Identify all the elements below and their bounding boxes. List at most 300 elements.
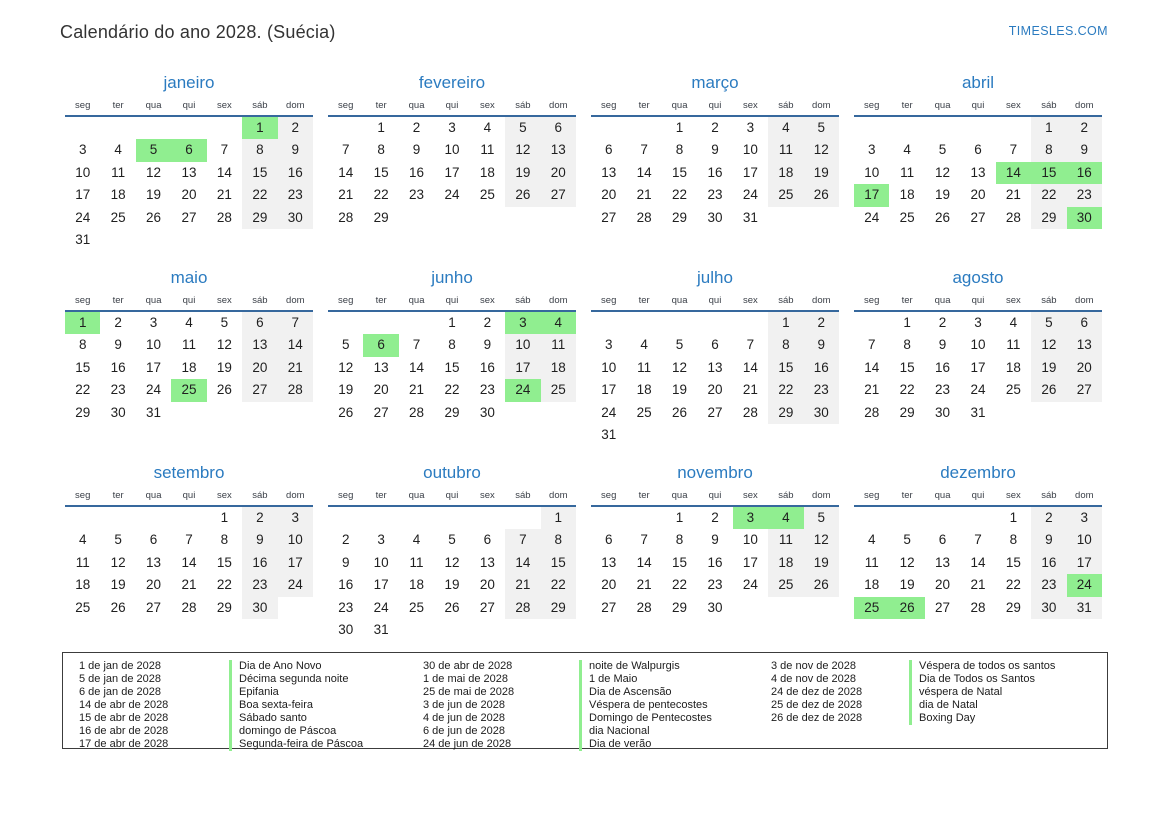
legend-date: 1 de mai de 2028 <box>423 673 509 685</box>
day-novembro-1: 1 <box>675 510 684 525</box>
day-empty <box>768 424 803 446</box>
week-row <box>591 402 839 424</box>
month-outubro <box>328 463 576 658</box>
day-janeiro-30: 30 <box>278 207 313 229</box>
legend-date: 24 de dez de 2028 <box>771 686 863 698</box>
weekday-label-ter: ter <box>901 295 913 306</box>
day-agosto-19: 19 <box>1031 357 1066 379</box>
day-outubro-7: 7 <box>505 529 540 551</box>
day-empty <box>733 597 768 619</box>
week-row <box>65 507 313 529</box>
weekday-label-sáb: sáb <box>515 100 531 111</box>
day-setembro-25: 25 <box>75 599 91 615</box>
day-outubro-31: 31 <box>373 621 389 637</box>
weekday-label-qui: qui <box>971 295 985 306</box>
day-empty <box>626 117 661 139</box>
day-junho-26: 26 <box>338 404 354 420</box>
month-abril <box>854 73 1102 268</box>
day-novembro-8: 8 <box>675 532 684 548</box>
day-agosto-24: 24 <box>970 382 986 398</box>
day-empty <box>328 117 363 139</box>
day-janeiro-18: 18 <box>110 187 126 203</box>
day-fevereiro-24: 24 <box>444 187 460 203</box>
day-empty <box>434 207 469 229</box>
week-row <box>65 139 313 161</box>
day-janeiro-2: 2 <box>278 117 313 139</box>
week-row <box>854 402 1102 424</box>
day-empty <box>804 597 839 619</box>
weekday-header-row <box>65 295 313 312</box>
week-row <box>328 139 576 161</box>
day-julho-10: 10 <box>601 359 617 375</box>
day-janeiro-10: 10 <box>75 164 91 180</box>
week-row <box>328 619 576 641</box>
day-abril-28: 28 <box>1005 209 1021 225</box>
site-link[interactable]: TIMESLES.COM <box>1008 24 1108 38</box>
day-empty <box>242 402 277 424</box>
day-setembro-24: 24 <box>278 574 313 596</box>
day-outubro-5: 5 <box>448 532 456 548</box>
week-row <box>65 529 313 551</box>
day-junho-18: 18 <box>541 357 576 379</box>
day-agosto-5: 5 <box>1031 312 1066 334</box>
day-setembro-12: 12 <box>110 554 126 570</box>
day-dezembro-31: 31 <box>1067 597 1102 619</box>
weekday-label-sáb: sáb <box>1041 295 1057 306</box>
day-julho-23: 23 <box>804 379 839 401</box>
week-row <box>854 597 1102 619</box>
legend-entry <box>423 738 771 751</box>
day-fevereiro-20: 20 <box>541 162 576 184</box>
day-setembro-9: 9 <box>242 529 277 551</box>
day-junho-2: 2 <box>483 315 492 330</box>
day-outubro-30: 30 <box>338 621 354 637</box>
day-janeiro-26: 26 <box>146 209 162 225</box>
day-junho-28: 28 <box>409 404 425 420</box>
legend-label: dia Nacional <box>579 725 650 738</box>
day-dezembro-4: 4 <box>867 532 876 548</box>
legend-date: 1 de jan de 2028 <box>79 660 161 672</box>
day-janeiro-24: 24 <box>75 209 91 225</box>
day-abril-11: 11 <box>900 164 915 180</box>
day-maio-9: 9 <box>114 337 122 353</box>
legend-date: 15 de abr de 2028 <box>79 712 169 724</box>
legend-label: Boxing Day <box>909 712 975 725</box>
day-agosto-13: 13 <box>1067 334 1102 356</box>
day-janeiro-7: 7 <box>220 142 229 158</box>
day-setembro-27: 27 <box>146 599 162 615</box>
day-junho-7: 7 <box>412 337 421 353</box>
day-janeiro-21: 21 <box>216 187 232 203</box>
legend-label: Décima segunda noite <box>229 673 348 686</box>
weekday-label-dom: dom <box>812 100 831 111</box>
week-row <box>591 574 839 596</box>
day-agosto-3: 3 <box>974 315 982 330</box>
day-outubro-8: 8 <box>541 529 576 551</box>
day-novembro-10: 10 <box>742 532 758 548</box>
day-agosto-31: 31 <box>970 404 986 420</box>
day-fevereiro-10: 10 <box>444 142 460 158</box>
weekday-label-qua: qua <box>408 490 425 501</box>
day-empty <box>278 229 313 251</box>
day-empty <box>662 424 697 446</box>
day-agosto-20: 20 <box>1067 357 1102 379</box>
weekday-label-sáb: sáb <box>778 100 794 111</box>
day-março-27: 27 <box>601 209 617 225</box>
day-junho-25: 25 <box>541 379 576 401</box>
day-novembro-5: 5 <box>804 507 839 529</box>
week-row <box>591 207 839 229</box>
weekday-label-seg: seg <box>75 490 91 501</box>
day-setembro-22: 22 <box>216 577 232 593</box>
day-empty <box>960 117 995 139</box>
day-empty <box>242 229 277 251</box>
weekday-label-dom: dom <box>549 295 568 306</box>
day-agosto-25: 25 <box>1005 382 1021 398</box>
day-empty <box>925 507 960 529</box>
weekday-label-ter: ter <box>375 295 387 306</box>
week-row <box>591 312 839 334</box>
day-janeiro-11: 11 <box>111 164 126 180</box>
day-setembro-20: 20 <box>146 577 162 593</box>
day-junho-29: 29 <box>444 404 460 420</box>
week-row <box>854 507 1102 529</box>
day-junho-24: 24 <box>505 379 540 401</box>
week-row <box>854 162 1102 184</box>
day-setembro-8: 8 <box>220 532 229 548</box>
day-empty <box>328 312 363 334</box>
weekday-label-qui: qui <box>445 295 459 306</box>
month-novembro <box>591 463 839 658</box>
week-row <box>591 162 839 184</box>
day-abril-18: 18 <box>899 187 915 203</box>
weekday-label-sex: sex <box>480 490 495 501</box>
weekday-label-dom: dom <box>286 100 305 111</box>
month-janeiro <box>65 73 313 268</box>
weekday-header-row <box>65 100 313 117</box>
weekday-label-qui: qui <box>182 295 196 306</box>
day-outubro-11: 11 <box>409 554 424 570</box>
day-março-16: 16 <box>707 164 723 180</box>
day-agosto-7: 7 <box>867 337 876 353</box>
day-novembro-30: 30 <box>707 599 723 615</box>
weekday-label-sáb: sáb <box>252 490 268 501</box>
legend-date: 4 de nov de 2028 <box>771 673 857 685</box>
weekday-label-dom: dom <box>286 295 305 306</box>
day-abril-5: 5 <box>938 142 947 158</box>
week-row <box>328 552 576 574</box>
day-maio-20: 20 <box>242 357 277 379</box>
legend-entry <box>771 673 1099 686</box>
week-row <box>328 184 576 206</box>
week-row <box>65 597 313 619</box>
weekday-label-qui: qui <box>708 295 722 306</box>
day-março-8: 8 <box>675 142 684 158</box>
legend-date: 3 de nov de 2028 <box>771 660 857 672</box>
weekday-label-sex: sex <box>743 490 758 501</box>
page-title: Calendário do ano 2028. (Suécia) <box>60 22 336 42</box>
day-setembro-19: 19 <box>110 577 126 593</box>
day-empty <box>505 207 540 229</box>
day-novembro-17: 17 <box>742 554 758 570</box>
day-novembro-21: 21 <box>636 577 652 593</box>
weekday-label-qua: qua <box>671 490 688 501</box>
day-novembro-27: 27 <box>601 599 617 615</box>
weekday-label-dom: dom <box>549 490 568 501</box>
day-março-29: 29 <box>672 209 688 225</box>
weekday-label-qua: qua <box>671 100 688 111</box>
day-empty <box>626 424 661 446</box>
month-junho <box>328 268 576 463</box>
day-julho-9: 9 <box>804 334 839 356</box>
day-empty <box>960 507 995 529</box>
weekday-header-row <box>591 295 839 312</box>
weekday-label-dom: dom <box>1075 295 1094 306</box>
day-janeiro-6: 6 <box>171 139 206 161</box>
day-agosto-23: 23 <box>935 382 951 398</box>
day-julho-8: 8 <box>768 334 803 356</box>
day-empty <box>541 402 576 424</box>
day-setembro-18: 18 <box>75 577 91 593</box>
day-janeiro-22: 22 <box>242 184 277 206</box>
day-janeiro-8: 8 <box>242 139 277 161</box>
day-janeiro-27: 27 <box>181 209 197 225</box>
day-maio-5: 5 <box>220 315 229 330</box>
day-março-13: 13 <box>601 164 617 180</box>
legend-date: 25 de mai de 2028 <box>423 686 515 698</box>
weekday-label-seg: seg <box>338 490 354 501</box>
day-dezembro-29: 29 <box>1005 599 1021 615</box>
day-empty <box>278 597 313 619</box>
week-row <box>854 184 1102 206</box>
week-row <box>328 207 576 229</box>
day-abril-4: 4 <box>903 142 911 158</box>
day-empty <box>1031 402 1066 424</box>
day-setembro-26: 26 <box>110 599 126 615</box>
day-dezembro-16: 16 <box>1031 552 1066 574</box>
day-fevereiro-26: 26 <box>505 184 540 206</box>
day-agosto-26: 26 <box>1031 379 1066 401</box>
day-maio-8: 8 <box>78 337 87 353</box>
day-maio-30: 30 <box>110 404 126 420</box>
week-row <box>854 552 1102 574</box>
day-dezembro-26: 26 <box>889 597 924 619</box>
day-junho-15: 15 <box>444 359 460 375</box>
day-empty <box>505 507 540 529</box>
day-outubro-26: 26 <box>444 599 460 615</box>
weekday-header-row <box>65 490 313 507</box>
day-fevereiro-28: 28 <box>338 209 354 225</box>
day-maio-17: 17 <box>146 359 162 375</box>
day-fevereiro-1: 1 <box>377 120 385 135</box>
week-row <box>591 184 839 206</box>
day-dezembro-6: 6 <box>938 532 947 548</box>
day-outubro-20: 20 <box>479 577 495 593</box>
day-setembro-1: 1 <box>220 510 229 525</box>
day-setembro-29: 29 <box>216 599 232 615</box>
day-março-22: 22 <box>672 187 688 203</box>
day-março-3: 3 <box>746 120 755 135</box>
day-empty <box>399 312 434 334</box>
day-empty <box>470 207 505 229</box>
day-setembro-7: 7 <box>185 532 193 548</box>
month-title-agosto: agosto <box>952 268 1004 287</box>
day-dezembro-15: 15 <box>1005 554 1021 570</box>
day-junho-9: 9 <box>483 337 492 353</box>
legend-label: Dia de Ano Novo <box>229 660 322 673</box>
weekday-label-qui: qui <box>971 490 985 501</box>
day-março-1: 1 <box>675 120 684 135</box>
day-empty <box>1067 402 1102 424</box>
legend-entry <box>423 699 771 712</box>
day-março-7: 7 <box>640 142 648 158</box>
day-empty <box>996 117 1031 139</box>
legend-entry <box>771 699 1099 712</box>
day-abril-7: 7 <box>1009 142 1018 158</box>
day-empty <box>100 507 135 529</box>
day-dezembro-27: 27 <box>935 599 951 615</box>
day-maio-7: 7 <box>278 312 313 334</box>
weekday-label-seg: seg <box>601 295 617 306</box>
day-setembro-5: 5 <box>114 532 122 548</box>
day-novembro-19: 19 <box>804 552 839 574</box>
day-setembro-14: 14 <box>181 554 197 570</box>
month-title-novembro: novembro <box>677 463 753 482</box>
day-junho-22: 22 <box>444 382 460 398</box>
day-maio-21: 21 <box>278 357 313 379</box>
day-empty <box>207 117 242 139</box>
day-setembro-2: 2 <box>242 507 277 529</box>
day-janeiro-3: 3 <box>78 142 87 158</box>
day-março-31: 31 <box>742 209 758 225</box>
weekday-label-qui: qui <box>971 100 985 111</box>
month-title-dezembro: dezembro <box>940 463 1016 482</box>
day-março-2: 2 <box>711 120 719 135</box>
legend-label: noite de Walpurgis <box>579 660 680 673</box>
day-abril-29: 29 <box>1031 207 1066 229</box>
day-junho-17: 17 <box>505 357 540 379</box>
day-empty <box>399 507 434 529</box>
day-fevereiro-29: 29 <box>373 209 389 225</box>
weekday-label-seg: seg <box>338 100 354 111</box>
day-fevereiro-22: 22 <box>373 187 389 203</box>
weekday-label-dom: dom <box>549 100 568 111</box>
day-maio-28: 28 <box>278 379 313 401</box>
day-janeiro-25: 25 <box>110 209 126 225</box>
day-outubro-22: 22 <box>541 574 576 596</box>
day-empty <box>768 597 803 619</box>
week-row <box>854 207 1102 229</box>
week-row <box>591 529 839 551</box>
day-novembro-24: 24 <box>742 577 758 593</box>
day-abril-21: 21 <box>1005 187 1021 203</box>
day-empty <box>591 117 626 139</box>
day-setembro-6: 6 <box>149 532 158 548</box>
day-fevereiro-19: 19 <box>505 162 540 184</box>
day-novembro-16: 16 <box>707 554 723 570</box>
day-outubro-25: 25 <box>409 599 425 615</box>
day-março-23: 23 <box>707 187 723 203</box>
weekday-label-qua: qua <box>145 490 162 501</box>
day-novembro-25: 25 <box>768 574 803 596</box>
day-abril-3: 3 <box>867 142 876 158</box>
legend-date: 6 de jan de 2028 <box>79 686 161 698</box>
legend-entry <box>79 686 423 699</box>
day-abril-9: 9 <box>1067 139 1102 161</box>
day-março-25: 25 <box>768 184 803 206</box>
week-row <box>328 529 576 551</box>
day-agosto-2: 2 <box>938 315 947 330</box>
weekday-label-dom: dom <box>812 490 831 501</box>
day-empty <box>171 117 206 139</box>
day-julho-21: 21 <box>742 382 758 398</box>
day-julho-12: 12 <box>672 359 688 375</box>
weekday-label-sáb: sáb <box>778 490 794 501</box>
day-empty <box>541 619 576 641</box>
day-junho-1: 1 <box>448 315 456 330</box>
day-empty <box>996 402 1031 424</box>
week-row <box>65 357 313 379</box>
day-agosto-15: 15 <box>899 359 915 375</box>
month-title-setembro: setembro <box>153 463 225 482</box>
day-empty <box>889 507 924 529</box>
legend-label: dia de Natal <box>909 699 978 712</box>
day-outubro-9: 9 <box>341 554 350 570</box>
month-title-março: março <box>691 73 739 92</box>
day-janeiro-14: 14 <box>216 164 232 180</box>
day-abril-27: 27 <box>970 209 986 225</box>
day-julho-31: 31 <box>601 426 617 442</box>
day-dezembro-24: 24 <box>1067 574 1102 596</box>
day-agosto-10: 10 <box>970 337 986 353</box>
day-outubro-27: 27 <box>479 599 495 615</box>
day-abril-6: 6 <box>974 142 982 158</box>
day-outubro-4: 4 <box>412 532 421 548</box>
legend-entry <box>771 660 1099 673</box>
month-title-outubro: outubro <box>423 463 481 482</box>
week-row <box>328 402 576 424</box>
day-abril-2: 2 <box>1067 117 1102 139</box>
day-empty <box>505 402 540 424</box>
day-junho-10: 10 <box>505 334 540 356</box>
day-janeiro-23: 23 <box>278 184 313 206</box>
day-julho-6: 6 <box>711 337 719 353</box>
legend-date: 30 de abr de 2028 <box>423 660 513 672</box>
legend-date: 25 de dez de 2028 <box>771 699 863 711</box>
day-agosto-12: 12 <box>1031 334 1066 356</box>
day-agosto-6: 6 <box>1067 312 1102 334</box>
day-junho-5: 5 <box>341 337 350 353</box>
legend-entry <box>79 725 423 738</box>
day-março-15: 15 <box>672 164 688 180</box>
day-julho-22: 22 <box>768 379 803 401</box>
day-julho-4: 4 <box>640 337 648 353</box>
week-row <box>65 184 313 206</box>
day-maio-23: 23 <box>110 382 126 398</box>
weekday-header-row <box>591 100 839 117</box>
day-novembro-9: 9 <box>711 532 719 548</box>
month-title-maio: maio <box>170 268 208 287</box>
weekday-label-sex: sex <box>217 295 232 306</box>
day-junho-20: 20 <box>373 382 389 398</box>
legend-entry <box>79 712 423 725</box>
week-row <box>591 357 839 379</box>
weekday-label-sáb: sáb <box>1041 490 1057 501</box>
day-outubro-21: 21 <box>505 574 540 596</box>
weekday-label-sex: sex <box>743 100 758 111</box>
day-maio-27: 27 <box>242 379 277 401</box>
day-dezembro-23: 23 <box>1031 574 1066 596</box>
